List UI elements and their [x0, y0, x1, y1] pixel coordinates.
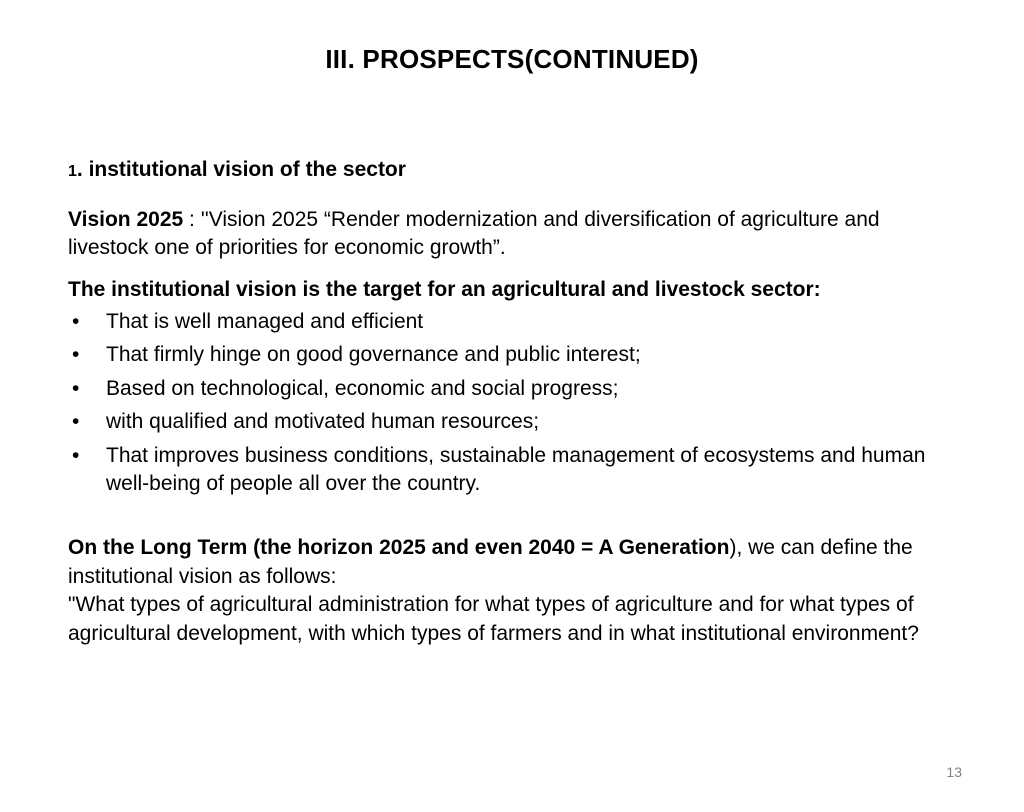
long-term-paragraph: [68, 534, 956, 591]
bullet-marker-icon: •: [72, 410, 80, 434]
list-item: [68, 341, 956, 370]
list-item-label: That improves business conditions, sustainable management of ecosystems and human well-being of people all over the country.: [106, 443, 926, 496]
section-heading: [68, 156, 956, 184]
long-term-rest-text: ), we can define the institutional vision as follows:: [68, 535, 913, 588]
bullet-marker-icon: •: [72, 343, 80, 367]
institutional-vision-heading: The institutional vision is the target for an agricultural and livestock sector:: [68, 277, 821, 301]
slide: [0, 44, 1024, 812]
page-title: III. PROSPECTS(CONTINUED): [325, 44, 699, 74]
bullet-marker-icon: •: [72, 309, 80, 333]
list-item-label: That is well managed and efficient: [106, 309, 424, 333]
list-item-label: That firmly hinge on good governance and public interest;: [106, 343, 641, 367]
section-number: 1: [68, 163, 77, 180]
bullet-marker-icon: •: [72, 376, 80, 400]
bullet-marker-icon: •: [72, 443, 80, 467]
section-heading-text: . institutional vision of the sector: [76, 158, 406, 181]
list-item: [68, 442, 956, 499]
page-number: 13: [946, 764, 962, 780]
bullet-list: [68, 308, 956, 499]
slide-body: [68, 156, 956, 648]
list-item-label: with qualified and motivated human resources;: [106, 410, 540, 434]
vision-paragraph: [68, 206, 956, 262]
list-item: [68, 375, 956, 404]
list-item: [68, 408, 956, 437]
vision-label: Vision 2025: [68, 207, 184, 231]
list-item-label: Based on technological, economic and social progress;: [106, 376, 619, 400]
vision-text: : ''Vision 2025 “Render modernization and diversification of agriculture and livestock one of priorities for economic growth”.: [68, 207, 880, 259]
list-item: [68, 308, 956, 337]
quote-paragraph: "What types of agricultural administration for what types of agriculture and for what types of agricultural development, with which types of farmers and in what institutional environment?: [68, 593, 919, 645]
long-term-bold-text: On the Long Term (the horizon 2025 and even 2040 = A Generation: [68, 535, 730, 559]
